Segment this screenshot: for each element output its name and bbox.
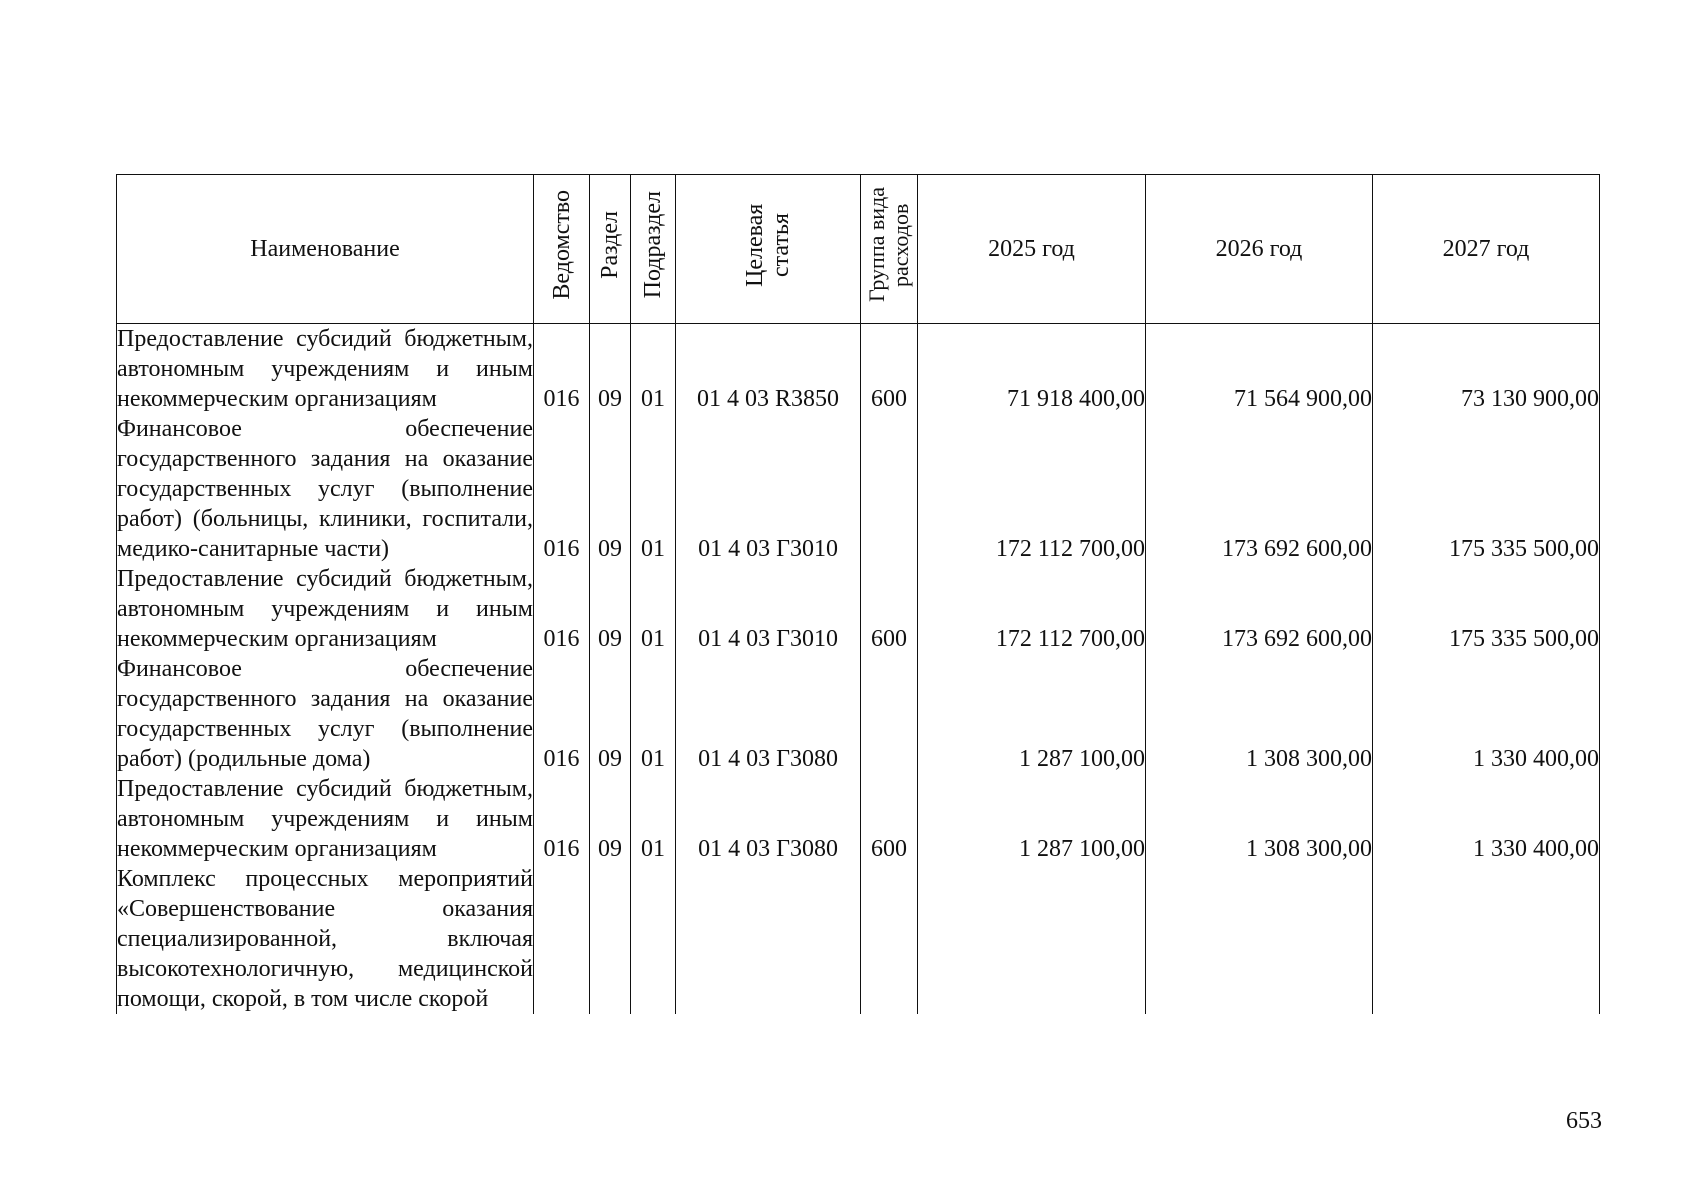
row-section: 09	[590, 654, 631, 774]
row-section: 09	[590, 324, 631, 415]
row-group: 600	[861, 774, 918, 864]
row-section: 09	[590, 564, 631, 654]
row-name: Финансовое обеспечение государственного задания на оказание государственных услуг (выполнение работ) (родильные дома)	[117, 656, 533, 772]
row-2026: 71 564 900,00	[1146, 324, 1373, 415]
row-subsection	[631, 864, 676, 1014]
table-row	[117, 864, 1600, 1014]
row-dept: 016	[534, 564, 590, 654]
header-dept-label: Ведомство	[548, 190, 575, 300]
row-2025: 172 112 700,00	[918, 414, 1146, 564]
row-2027: 175 335 500,00	[1373, 564, 1600, 654]
row-2025: 172 112 700,00	[918, 564, 1146, 654]
table-row	[117, 654, 1600, 774]
row-2025: 1 287 100,00	[918, 654, 1146, 774]
header-dept	[534, 175, 590, 324]
row-subsection: 01	[631, 564, 676, 654]
header-row	[117, 175, 1600, 324]
row-dept: 016	[534, 774, 590, 864]
header-section	[590, 175, 631, 324]
header-2027: 2027 год	[1373, 175, 1600, 324]
row-target: 01 4 03 Г3010	[676, 414, 861, 564]
header-name: Наименование	[117, 175, 534, 324]
table-row	[117, 564, 1600, 654]
row-name: Комплекс процессных мероприятий «Совершенствование оказания специализированной, включая высокотехнологичную, медицинской помощи, скорой, в том числе скорой	[117, 866, 533, 1012]
page-number: 653	[1566, 1108, 1602, 1134]
row-name: Предоставление субсидий бюджетным, автономным учреждениям и иным некоммерческим организациям	[117, 324, 534, 415]
row-2025: 1 287 100,00	[918, 774, 1146, 864]
row-target	[676, 864, 861, 1014]
header-2026: 2026 год	[1146, 175, 1373, 324]
row-section	[590, 864, 631, 1014]
header-subsection	[631, 175, 676, 324]
row-2026: 173 692 600,00	[1146, 564, 1373, 654]
header-subsection-label: Подраздел	[640, 191, 666, 299]
header-target	[676, 175, 861, 324]
row-2027: 1 330 400,00	[1373, 774, 1600, 864]
row-dept: 016	[534, 654, 590, 774]
row-name: Предоставление субсидий бюджетным, автономным учреждениям и иным некоммерческим организациям	[117, 776, 533, 862]
row-dept: 016	[534, 414, 590, 564]
row-2027	[1373, 864, 1600, 1014]
budget-table	[116, 174, 1600, 1014]
row-group	[861, 654, 918, 774]
row-target: 01 4 03 Г3080	[676, 654, 861, 774]
row-dept: 016	[534, 324, 590, 415]
row-2027: 175 335 500,00	[1373, 414, 1600, 564]
row-section: 09	[590, 414, 631, 564]
row-target: 01 4 03 Г3080	[676, 774, 861, 864]
row-2026: 1 308 300,00	[1146, 774, 1373, 864]
row-subsection: 01	[631, 414, 676, 564]
row-group: 600	[861, 564, 918, 654]
row-group: 600	[861, 324, 918, 415]
header-section-label: Раздел	[597, 211, 623, 279]
row-2025	[918, 864, 1146, 1014]
header-group	[861, 175, 918, 324]
row-subsection: 01	[631, 324, 676, 415]
row-2027: 73 130 900,00	[1373, 324, 1600, 415]
row-2026: 173 692 600,00	[1146, 414, 1373, 564]
table-row	[117, 774, 1600, 864]
row-name: Финансовое обеспечение государственного задания на оказание государственных услуг (выполнение работ) (больницы, клиники, госпитали, медико-санитарные части)	[117, 416, 533, 562]
row-subsection: 01	[631, 774, 676, 864]
row-dept	[534, 864, 590, 1014]
header-2025: 2025 год	[918, 175, 1146, 324]
row-2027: 1 330 400,00	[1373, 654, 1600, 774]
row-target: 01 4 03 Г3010	[676, 564, 861, 654]
row-subsection: 01	[631, 654, 676, 774]
row-2026	[1146, 864, 1373, 1014]
row-name: Предоставление субсидий бюджетным, автономным учреждениям и иным некоммерческим организациям	[117, 566, 533, 652]
row-target: 01 4 03 R3850	[676, 324, 861, 415]
row-2026: 1 308 300,00	[1146, 654, 1373, 774]
table-row	[117, 324, 1600, 415]
table-row	[117, 414, 1600, 564]
row-group	[861, 414, 918, 564]
row-group	[861, 864, 918, 1014]
header-group-label: Группа вида расходов	[864, 187, 913, 303]
row-section: 09	[590, 774, 631, 864]
header-target-label: Целевая статья	[742, 203, 794, 287]
row-2025: 71 918 400,00	[918, 324, 1146, 415]
